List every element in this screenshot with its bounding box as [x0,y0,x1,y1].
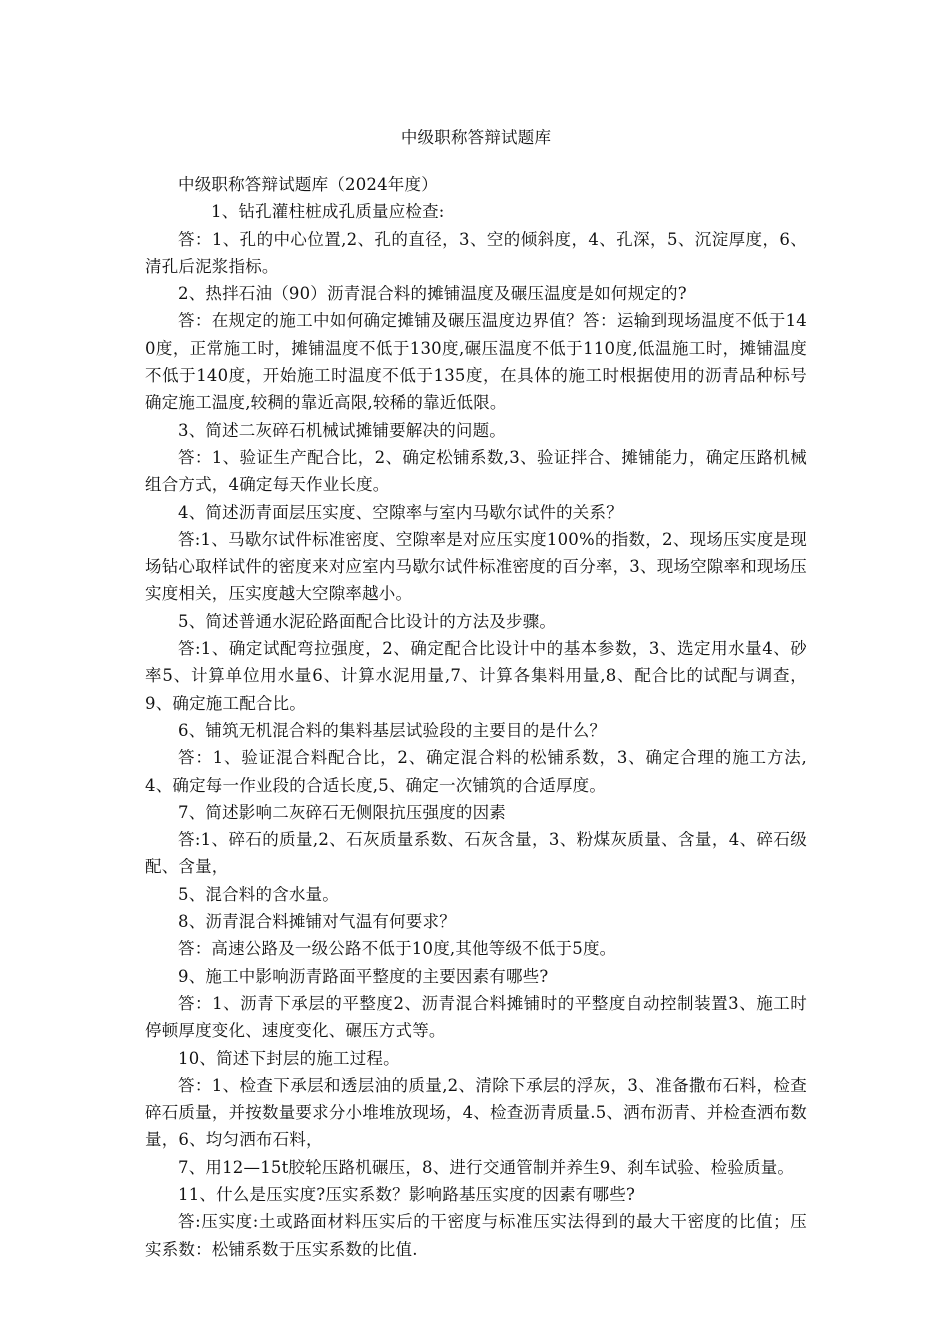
answer-3: 答：1、验证生产配合比，2、确定松铺系数,3、验证拌合、摊铺能力，确定压路机械组合方式，4确定每天作业长度。 [145,447,807,495]
question-8: 8、沥青混合料摊铺对气温有何要求？ [178,912,456,932]
document-subtitle: 中级职称答辩试题库（2024年度） [178,175,438,194]
question-7: 7、简述影响二灰碎石无侧限抗压强度的因素 [178,802,506,822]
question-11: 11、什么是压实度?压实系数？影响路基压实度的因素有哪些? [178,1184,635,1204]
question-4: 4、简述沥青面层压实度、空隙率与室内马歇尔试件的关系？ [178,502,623,522]
question-2: 2、热拌石油（90）沥青混合料的摊铺温度及碾压温度是如何规定的? [178,284,687,304]
answer-1: 答：1、孔的中心位置,2、孔的直径，3、空的倾斜度，4、孔深，5、沉淀厚度，6、清孔后泥浆指标。 [145,229,807,276]
question-1: 1、钻孔灌柱桩成孔质量应检查: [211,202,445,222]
answer-4: 答:1、马歇尔试件标准密度、空隙率是对应压实度100%的指数，2、现场压实度是现场钻心取样试件的密度来对应室内马歇尔试件标准密度的百分率，3、现场空隙率和现场压实度相关，压实度越大空隙率越小。 [145,529,807,604]
question-9: 9、施工中影响沥青路面平整度的主要因素有哪些? [178,966,549,986]
document-title: 中级职称答辩试题库 [400,128,552,147]
question-10: 10、简述下封层的施工过程。 [178,1048,400,1068]
document-body [145,124,807,1263]
answer-7: 答:1、碎石的质量,2、石灰质量系数、石灰含量，3、粉煤灰质量、含量，4、碎石级配、含量， [145,830,807,877]
answer-10: 答：1、检查下承层和透层油的质量,2、清除下承层的浮灰，3、准备撒布石料，检查碎石质量，并按数量要求分小堆堆放现场，4、检查沥青质量.5、洒布沥青、并检查洒布数量，6、均匀洒布石料， [145,1075,807,1150]
answer-9: 答：1、沥青下承层的平整度2、沥青混合料摊铺时的平整度自动控制装置3、施工时停顿厚度变化、速度变化、碾压方式等。 [145,993,807,1041]
question-6: 6、铺筑无机混合料的集料基层试验段的主要目的是什么？ [178,720,607,740]
answer-7-continued: 5、混合料的含水量。 [178,884,339,904]
answer-8: 答：高速公路及一级公路不低于10度,其他等级不低于5度。 [178,939,617,959]
answer-11: 答:压实度:土或路面材料压实后的干密度与标准压实法得到的最大干密度的比值；压实系数：松铺系数于压实系数的比值. [145,1212,807,1259]
answer-6: 答：1、验证混合料配合比，2、确定混合料的松铺系数，3、确定合理的施工方法,4、确定每一作业段的合适长度,5、确定一次铺筑的合适厚度。 [145,748,807,795]
answer-5: 答:1、确定试配弯拉强度，2、确定配合比设计中的基本参数，3、选定用水量4、砂率5、计算单位用水量6、计算水泥用量,7、计算各集料用量,8、配合比的试配与调查，9、确定施工配合比。 [145,639,807,713]
question-5: 5、简述普通水泥砼路面配合比设计的方法及步骤。 [178,611,557,631]
question-3: 3、简述二灰碎石机械试摊铺要解决的问题。 [178,420,506,440]
answer-10-continued: 7、用12—15t胶轮压路机碾压，8、进行交通管制并养生9、刹车试验、检验质量。 [178,1157,795,1177]
answer-2: 答：在规定的施工中如何确定摊铺及碾压温度边界值？答：运输到现场温度不低于140度，正常施工时，摊铺温度不低于130度,碾压温度不低于110度,低温施工时，摊铺温度不低于140度，开始施工时温度不低于135度，在具体的施工时根据使用的沥青品种标号确定施工温度,较稠的靠近高限,较稀的靠近低限。 [145,311,807,413]
